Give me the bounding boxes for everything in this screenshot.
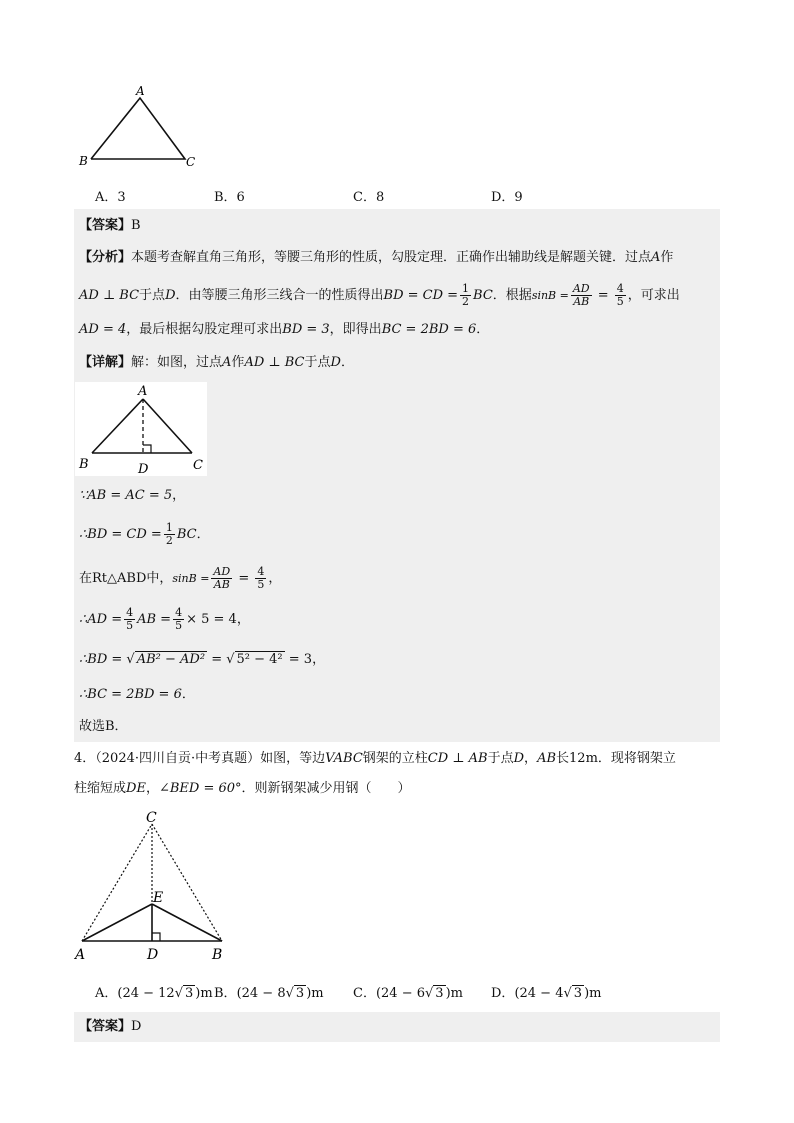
q4-text-4: 长 [556, 751, 570, 766]
step-2-bc: BC [176, 527, 197, 542]
step-1-end: ， [172, 488, 186, 503]
option-c[interactable]: C．8 [353, 190, 385, 205]
detail-text-1: 解：如图，过点 [131, 355, 223, 370]
step-2-expr: ∴BD = CD = [79, 527, 162, 542]
step-5-result: = 3 [288, 652, 313, 667]
analysis-text-7: ． [476, 322, 490, 337]
step-4-expr: ∴AD = [79, 612, 123, 627]
answer-line-2 [79, 1017, 141, 1037]
step-4-result: × 5 = 4 [186, 612, 237, 627]
q4-text-2: 钢架的立柱 [362, 751, 428, 766]
step-5-end: ， [312, 652, 326, 667]
analysis-text-1: 本题考查解直角三角形，等腰三角形的性质，勾股定理．正确作出辅助线是解题关键．过点 [131, 250, 652, 265]
option-b[interactable]: B．6 [214, 190, 245, 205]
step-7 [79, 717, 128, 737]
vertex-label-a: A [136, 84, 145, 98]
analysis-line-2: AD ⊥ BC于点D．由等腰三角形三线合一的性质得出BD = CD = $\frac{1}{2}$ BC．根据sinB = $\frac{AD}{AB}$ = $\frac{4}{5}$ ，可求出 [79, 282, 680, 308]
question-4-line-2 [74, 779, 411, 799]
fraction-four-fifths-3: $\frac{4}{5}$ [126, 606, 134, 632]
answer-value: B [131, 218, 141, 233]
steel-frame-figure [72, 806, 232, 966]
q4-option-b[interactable]: B．(24 − 8√ 3 )m [214, 986, 324, 1001]
step-2 [79, 522, 210, 547]
bd-cd-expr: BD = CD = [383, 288, 459, 303]
q4-angle: ∠BED = 60° [158, 781, 242, 796]
vertex-label-c: C [146, 810, 157, 826]
q4-option-a[interactable]: A．(24 − 12√ 3 )m [95, 986, 213, 1001]
vertex-label-d: D [138, 462, 149, 476]
step-4-ab: AB = [137, 612, 172, 627]
q4-perp: CD ⊥ AB [427, 751, 488, 766]
perp-expr: AD ⊥ BC [79, 288, 140, 303]
q4-length: 12m [569, 751, 598, 766]
step-3-text: 在Rt△ABD中， [79, 571, 173, 586]
q4-text-7: ．则新钢架减少用钢（ ） [241, 781, 411, 796]
q4-comma: ， [524, 751, 538, 766]
question-4-line-1 [74, 749, 676, 769]
vertex-label-b: B [79, 457, 89, 472]
point-a-2: A [222, 355, 232, 370]
step-3-sin: sinB = [172, 572, 210, 585]
bc-expr: BC [473, 288, 493, 303]
step-1-expr: ∵AB = AC = 5 [79, 488, 173, 503]
step-4-end: ， [236, 612, 250, 627]
analysis-tag: 【分析】 [79, 250, 132, 265]
sin-expr: sinB = [531, 289, 569, 302]
step-5: ∴BD = √ AB² − AD² = √ 5² − 4² = 3， [79, 652, 326, 667]
analysis-text-2: ．由等腰三角形三线合一的性质得出 [175, 288, 384, 303]
analysis-line-1 [79, 248, 673, 268]
fraction-ad-ab-2: $\frac{AD}{AB}$ [213, 565, 231, 591]
fraction-four-fifths-2: $\frac{4}{5}$ [257, 565, 265, 591]
q4-ab: AB [537, 751, 557, 766]
option-a[interactable]: A．3 [95, 190, 126, 205]
answer-tag: 【答案】 [79, 218, 132, 233]
q4-comma-2: ， [145, 781, 159, 796]
vertex-label-c: C [186, 155, 196, 169]
analysis-text-6: ，即得出 [329, 322, 382, 337]
point-a: A [651, 250, 661, 265]
vertex-label-d: D [147, 947, 159, 963]
triangle-abc-figure [78, 82, 208, 172]
detail-tag: 【详解】 [79, 355, 132, 370]
answer-value-2: D [131, 1019, 142, 1034]
analysis-line-3 [79, 320, 489, 340]
step-5-radicand-1: AB² − AD² [136, 652, 206, 667]
detail-intro [79, 353, 354, 373]
q4-text-3: 于点 [487, 751, 514, 766]
vertex-label-e: E [153, 890, 164, 906]
step-7-text: 故选B． [79, 719, 128, 734]
step-6-expr: ∴BC = 2BD = 6 [79, 687, 182, 702]
fraction-four-fifths-4: $\frac{4}{5}$ [175, 606, 183, 632]
q4-text-6: 柱缩短成 [74, 781, 127, 796]
q4-text-1: 4．（2024·四川自贡·中考真题）如图，等边 [74, 751, 326, 766]
answer-band-2 [74, 1012, 720, 1042]
ad-value: AD = 4 [79, 322, 127, 337]
vertex-label-b: B [212, 947, 223, 963]
step-5-radicand-2: 5² − 4² [236, 652, 283, 667]
perp-expr-2: AD ⊥ BC [244, 355, 305, 370]
vertex-label-a: A [75, 947, 86, 963]
step-6 [79, 685, 195, 705]
q4-de: DE [126, 781, 146, 796]
step-5-eq: = [211, 652, 223, 667]
fraction-four-fifths: $\frac{4}{5}$ [616, 282, 624, 308]
analysis-text-4: ，可求出 [627, 288, 680, 303]
q4-text-5: ．现将钢架立 [597, 751, 676, 766]
fraction-ad-ab: $\frac{AD}{AB}$ [572, 282, 590, 308]
q4-triangle: VABC [325, 751, 363, 766]
answer-tag-2: 【答案】 [79, 1019, 132, 1034]
step-3-end: ， [268, 571, 282, 586]
triangle-altitude-figure [75, 382, 207, 476]
analysis-text-3: ．根据 [492, 288, 532, 303]
step-5-expr: ∴BD = [79, 652, 123, 667]
analysis-text-5: ，最后根据勾股定理可求出 [126, 322, 283, 337]
answer-line [79, 216, 141, 236]
vertex-label-c: C [193, 458, 203, 473]
vertex-label-b: B [79, 154, 88, 168]
text-at-point: 于点 [139, 288, 166, 303]
detail-text-3: 于点 [304, 355, 331, 370]
q4-point-d: D [513, 751, 525, 766]
detail-text-4: ． [340, 355, 354, 370]
analysis-text-1b: 作 [660, 250, 674, 265]
step-3: 在Rt△ABD中，sinB = $\frac{AD}{AB}$ = $\frac{4}{5}$ ， [79, 565, 282, 591]
detail-text-2: 作 [231, 355, 245, 370]
bd-value: BD = 3 [282, 322, 330, 337]
step-2-end: ． [196, 527, 210, 542]
option-d[interactable]: D．9 [491, 190, 523, 205]
step-6-end: ． [181, 687, 195, 702]
q4-option-c[interactable]: C．(24 − 6√ 3 )m [353, 986, 463, 1001]
point-d: D [165, 288, 176, 303]
vertex-label-a: A [138, 384, 148, 399]
bc-value: BC = 2BD = 6 [381, 322, 477, 337]
point-d-2: D [330, 355, 341, 370]
step-4 [79, 607, 250, 632]
fraction-half: $\frac{1}{2}$ [462, 282, 470, 308]
q4-option-d[interactable]: D．(24 − 4√ 3 )m [491, 986, 602, 1001]
fraction-half-2: $\frac{1}{2}$ [165, 521, 173, 547]
step-1 [79, 486, 185, 506]
